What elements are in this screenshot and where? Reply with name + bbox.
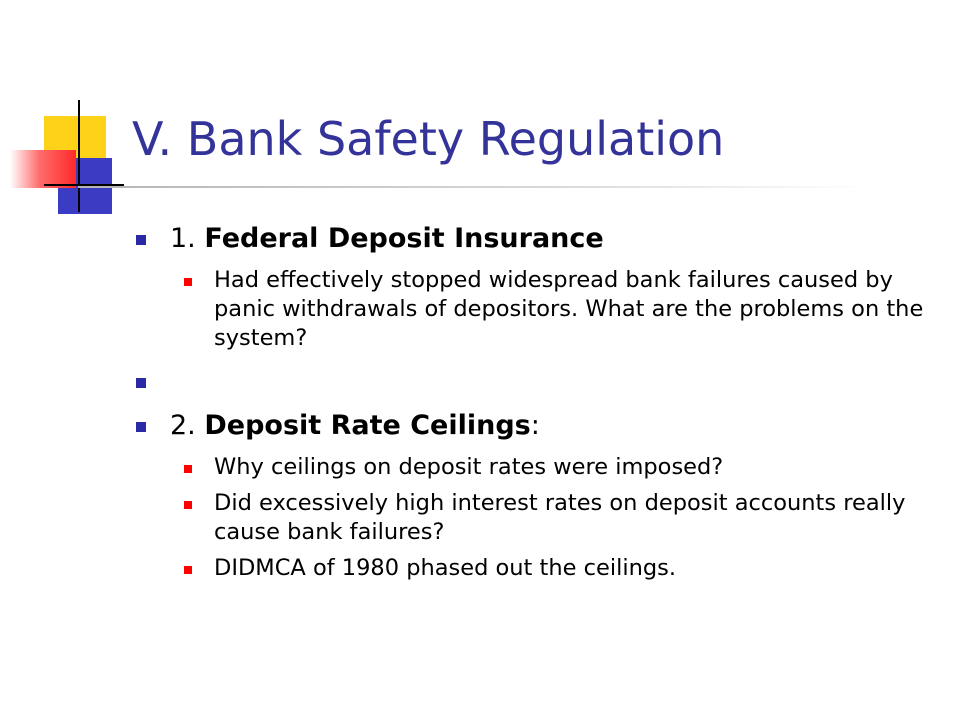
bullet-point	[134, 453, 924, 482]
section-title: Federal Deposit Insurance	[204, 223, 604, 254]
bullet-text: DIDMCA of 1980 phased out the ceilings.	[214, 555, 676, 581]
empty-bullet-line	[134, 365, 924, 399]
bullet-text: Did excessively high interest rates on deposit accounts really cause bank failures?	[214, 490, 906, 545]
section-heading	[134, 222, 924, 256]
section-title-suffix: :	[530, 410, 540, 441]
section-number: 2.	[170, 410, 205, 441]
red-square-bullet-icon	[184, 278, 192, 286]
slide-title: V. Bank Safety Regulation	[132, 112, 725, 166]
red-square-bullet-icon	[184, 501, 192, 509]
bullet-point	[134, 266, 924, 353]
red-square-bullet-icon	[184, 465, 192, 473]
bullet-point	[134, 489, 924, 547]
section-number: 1.	[170, 223, 205, 254]
section-heading	[134, 409, 924, 443]
bullet-text: Had effectively stopped widespread bank failures caused by panic withdrawals of depositors. What are the problems on the system?	[214, 267, 924, 351]
square-bullet-icon	[136, 378, 146, 388]
section-title: Deposit Rate Ceilings	[204, 410, 531, 441]
slide-body	[134, 222, 924, 590]
bullet-point	[134, 554, 924, 583]
bullet-text: Why ceilings on deposit rates were imposed?	[214, 454, 724, 480]
logo-vertical-line	[78, 100, 80, 212]
red-square-bullet-icon	[184, 566, 192, 574]
square-bullet-icon	[136, 235, 146, 245]
title-underline	[78, 186, 868, 188]
logo-red-bar	[10, 150, 76, 188]
square-bullet-icon	[136, 422, 146, 432]
